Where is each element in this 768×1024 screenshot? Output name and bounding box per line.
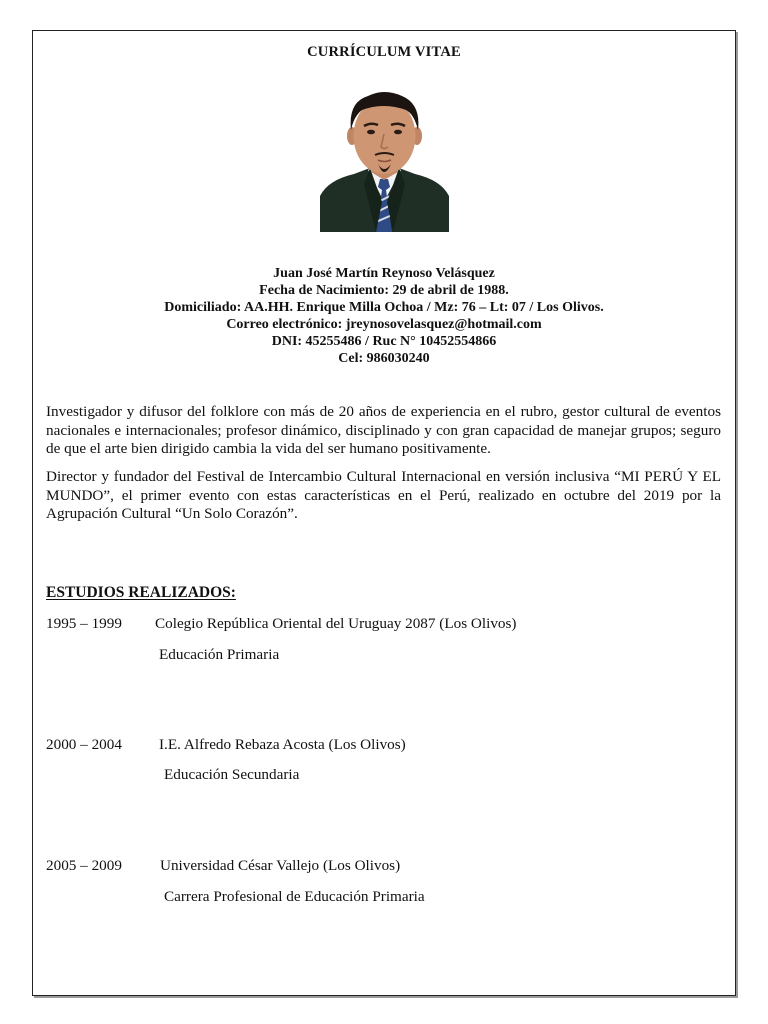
education-program: Educación Primaria [159, 646, 280, 663]
education-program: Carrera Profesional de Educación Primaria [164, 888, 425, 905]
education-years: 1995 – 1999 [46, 615, 122, 632]
email: Correo electrónico: jreynosovelasquez@hotmail.com [226, 317, 542, 332]
document-title: CURRÍCULUM VITAE [307, 44, 461, 60]
education-program: Educación Secundaria [164, 766, 300, 783]
education-institution: Universidad César Vallejo (Los Olivos) [160, 857, 401, 874]
id-numbers: DNI: 45255486 / Ruc N° 10452554866 [271, 334, 497, 349]
address: Domiciliado: AA.HH. Enrique Milla Ochoa / Mz: 76 – Lt: 07 / Los Olivos. [164, 300, 604, 315]
full-name: Juan José Martín Reynoso Velásquez [273, 266, 495, 281]
section-heading-education: ESTUDIOS REALIZADOS: [46, 584, 236, 601]
personal-info [0, 265, 768, 367]
education-institution: Colegio República Oriental del Uruguay 2087 (Los Olivos) [155, 615, 517, 632]
education-years: 2000 – 2004 [46, 736, 122, 753]
profile-paragraph: Investigador y difusor del folklore con más de 20 años de experiencia en el rubro, gestor cultural de eventos nacionales e internacionales; profesor dinámico, disciplinado y con gran capacidad de manejar grupos; seguro de que el arte bien dirigido cambia la vida del ser humano positivamente. [46, 403, 721, 457]
profile-photo [320, 84, 449, 232]
profile-paragraph: Director y fundador del Festival de Intercambio Cultural Internacional en versión inclusiva “MI PERÚ Y EL MUNDO”, el primer evento con estas características en el Perú, realizado en octubre del 2019 por la Agrupación Cultural “Un Solo Corazón”. [46, 468, 721, 522]
education-institution: I.E. Alfredo Rebaza Acosta (Los Olivos) [159, 736, 406, 753]
phone: Cel: 986030240 [338, 351, 430, 366]
education-years: 2005 – 2009 [46, 857, 122, 874]
birth-date: Fecha de Nacimiento: 29 de abril de 1988. [259, 283, 509, 298]
